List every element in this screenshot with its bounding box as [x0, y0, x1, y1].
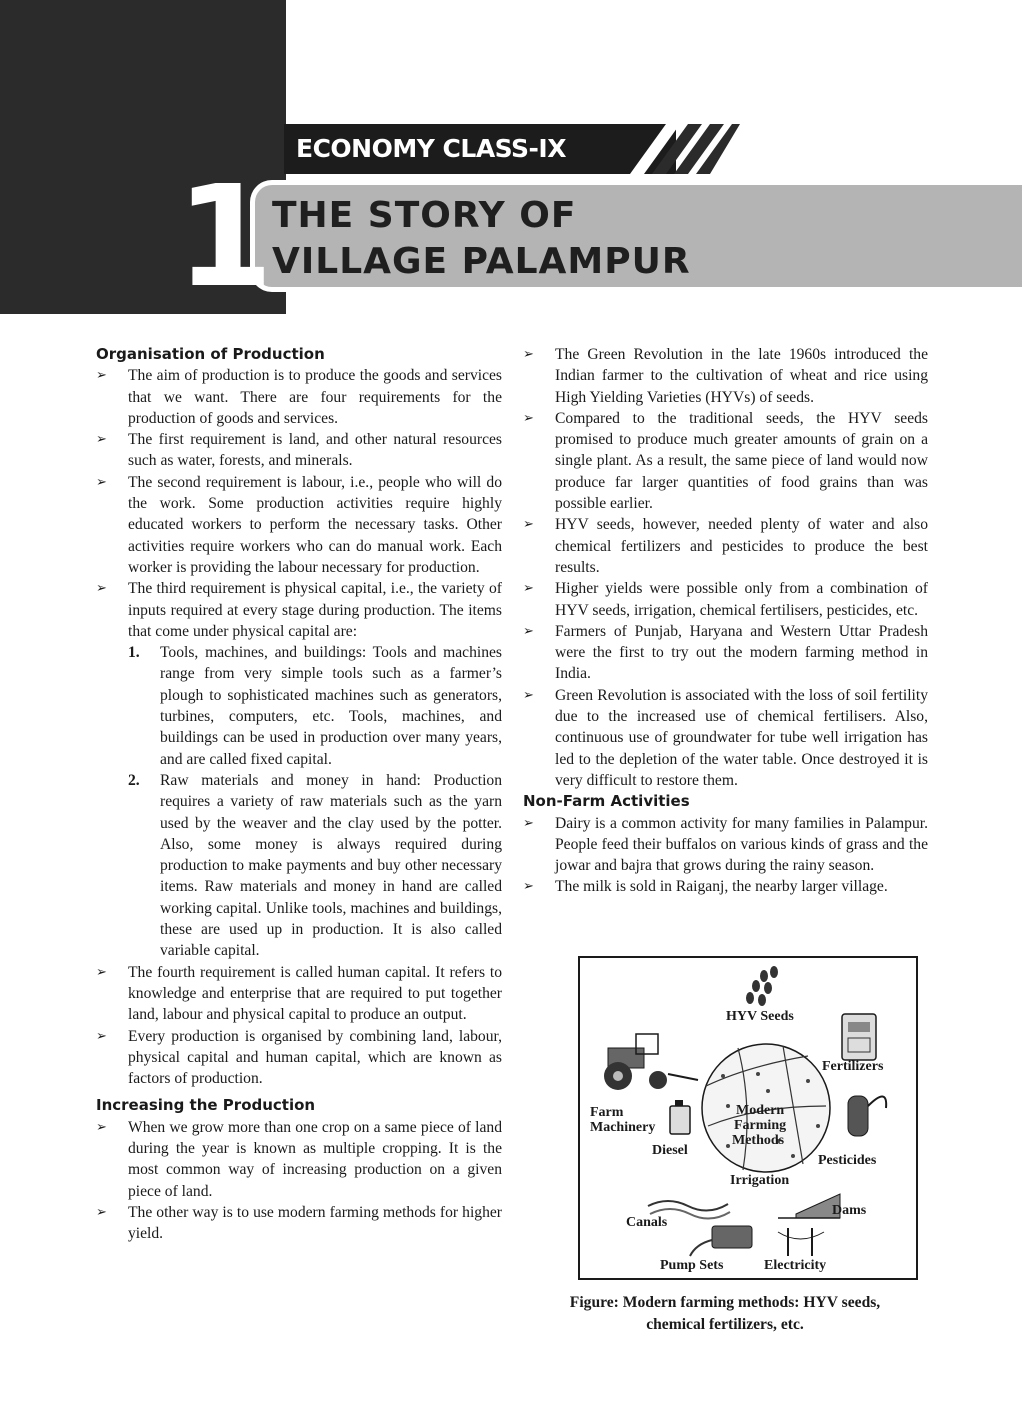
caption-line2: chemical fertilizers, etc. — [646, 1316, 804, 1333]
label-canals: Canals — [626, 1215, 668, 1230]
caption-line1: Figure: Modern farming methods: HYV seeds, — [569, 1294, 881, 1311]
bullet-item: ➢ Dairy is a common activity for many families in Palampur. People feed their buffalos on various kinds of grass and the jowar and bajra that grows during the rainy season. — [523, 813, 928, 877]
numbered-list — [128, 642, 502, 961]
label-pesticides: Pesticides — [818, 1153, 877, 1168]
item-number: 1. — [128, 644, 140, 662]
bullet-item: ➢ When we grow more than one crop on a same piece of land during the year is known as multiple cropping. It is the most common way of increasing production on a given piece of land. — [96, 1117, 502, 1202]
label-fertilizers: Fertilizers — [822, 1059, 884, 1074]
bullet-item: ➢ Higher yields were possible only from a combination of HYV seeds, irrigation, chemical fertilisers, pesticides, etc. — [523, 578, 928, 621]
bullet-item: ➢ Compared to the traditional seeds, the HYV seeds promised to produce much greater amounts of grain on a single plant. As a result, the same piece of land would now produce far larger quantities of food grains than was possible earlier. — [523, 408, 928, 514]
label-modern: Modern — [736, 1103, 785, 1118]
bullet-item: ➢ The other way is to use modern farming methods for higher yield. — [96, 1202, 502, 1245]
chapter-title — [272, 193, 691, 285]
fertilizer-bag-icon — [842, 1014, 876, 1060]
numbered-item — [128, 642, 502, 770]
section-heading-organisation: Organisation of Production — [96, 345, 325, 363]
bullet-item: ➢ The milk is sold in Raiganj, the nearby larger village. — [523, 876, 928, 897]
chapter-title-line1: THE STORY OF — [272, 195, 577, 236]
bullet-item: ➢ Farmers of Punjab, Haryana and Western Uttar Pradesh were the first to try out the modern farming method in India. — [523, 621, 928, 685]
bullet-item: ➢ The first requirement is land, and other natural resources such as water, forests, and minerals. — [96, 429, 502, 472]
right-column — [523, 344, 928, 898]
bullet-list — [523, 813, 928, 898]
bullet-item: ➢ Every production is organised by combining land, labour, physical capital and human capital, which are known as factors of production. — [96, 1026, 502, 1090]
label-electricity: Electricity — [764, 1258, 827, 1273]
numbered-text: Tools, machines, and buildings: Tools and machines range from very simple tools such as a farmer’s plough to sophisticated machines such as generators, turbines, computers, etc. Tools, machines, and buildings can be used in production over many years, and are called fixed capital. — [160, 644, 502, 768]
bullet-list — [96, 365, 502, 1089]
subject-title: ECONOMY CLASS-IX — [296, 134, 567, 163]
label-diesel: Diesel — [652, 1143, 688, 1158]
label-machinery: Machinery — [590, 1120, 656, 1135]
chapter-title-line2: VILLAGE PALAMPUR — [272, 241, 691, 282]
bullet-item: ➢ HYV seeds, however, needed plenty of water and also chemical fertilizers and pesticides to produce the best results. — [523, 514, 928, 578]
bullet-list — [523, 344, 928, 791]
section-heading-non-farm: Non-Farm Activities — [523, 792, 690, 811]
label-irrigation: Irrigation — [730, 1173, 790, 1188]
label-farming: Farming — [734, 1118, 787, 1133]
label-methods: Methods — [732, 1133, 785, 1148]
bullet-list — [96, 1117, 502, 1245]
left-column — [96, 344, 502, 1244]
bullet-item: ➢ Green Revolution is associated with the loss of soil fertility due to the increased use of chemical fertilisers. Also, continuous use of groundwater for tube well irrigation has led to the depletion of the water table. Once destroyed it is very difficult to restore them. — [523, 685, 928, 791]
bullet-text: The third requirement is physical capital, i.e., the variety of inputs required at every stage during production. The items that come under physical capital are: — [128, 580, 502, 640]
stripes-decoration — [630, 122, 740, 176]
figure-caption — [540, 1292, 910, 1336]
label-farm: Farm — [590, 1105, 624, 1120]
bullet-item: ➢ The aim of production is to produce the goods and services that we want. There are four requirements for the production of goods and services. — [96, 365, 502, 429]
label-dams: Dams — [832, 1203, 867, 1218]
label-hyv-seeds: HYV Seeds — [726, 1009, 794, 1024]
bullet-item: ➢ The second requirement is labour, i.e., people who will do the work. Some production activities require highly educated workers to perform the necessary tasks. Other activities require workers who can do manual work. Each worker is providing the labour necessary for production. — [96, 472, 502, 578]
bullet-item — [96, 578, 502, 961]
section-heading-increasing: Increasing the Production — [96, 1096, 316, 1115]
bullet-item: ➢ The Green Revolution in the late 1960s introduced the Indian farmer to the cultivation of wheat and rice using High Yielding Varieties (HYVs) of seeds. — [523, 344, 928, 408]
farming-methods-figure — [578, 956, 918, 1280]
label-pump-sets: Pump Sets — [660, 1258, 724, 1273]
numbered-item — [128, 770, 502, 962]
item-number: 2. — [128, 771, 140, 789]
numbered-text: Raw materials and money in hand: Production requires a variety of raw materials such as the yarn used by the weaver and the clay used by the potter. Also, some money is always required during production to make payments and buy other necessary items. Raw materials and money in hand are called working capital. Unlike tools, machines and buildings, these are used up in production. It is also called variable capital. — [160, 771, 502, 960]
bullet-item: ➢ The fourth requirement is called human capital. It refers to knowledge and enterprise that are required to put together land, labour and physical capital to produce an output. — [96, 962, 502, 1026]
chapter-number: 1 — [176, 156, 274, 319]
